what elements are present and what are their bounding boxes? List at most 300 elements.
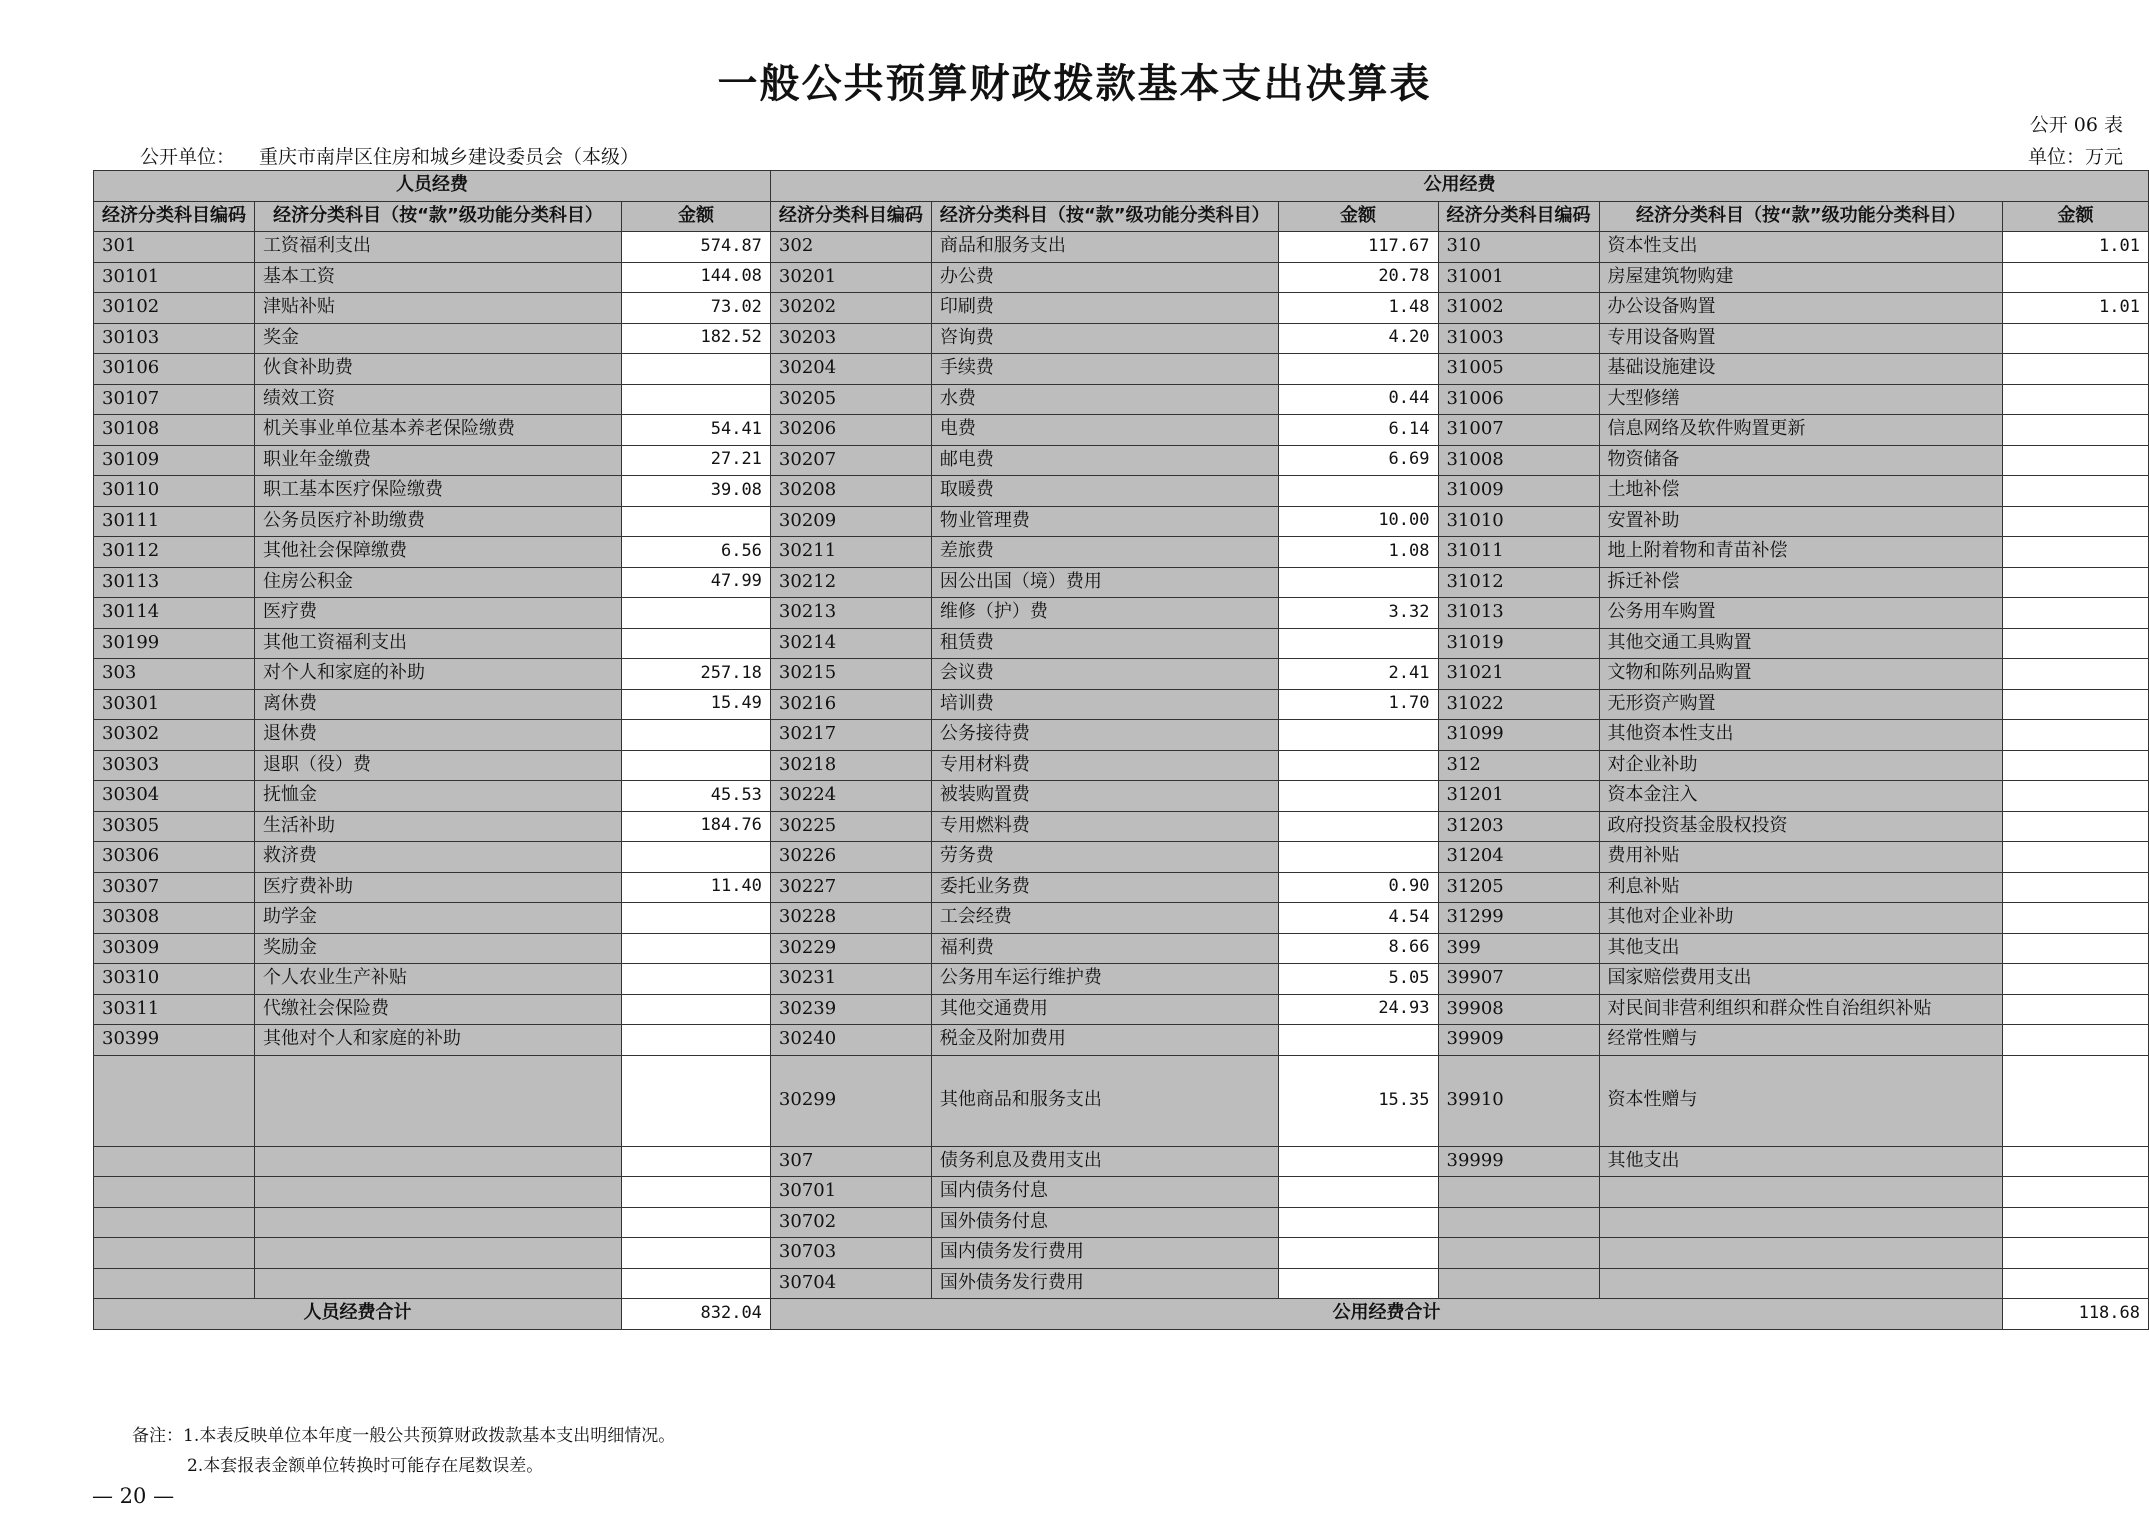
public-item-cell: 委托业务费	[931, 872, 1278, 903]
public-item-cell: 劳务费	[931, 842, 1278, 873]
name-header-right: 经济分类科目（按“款”级功能分类科目）	[1599, 201, 2003, 232]
capital-code-cell: 310	[1438, 232, 1599, 263]
personnel-amount-cell	[622, 1146, 771, 1177]
personnel-amount-cell: 39.08	[622, 476, 771, 507]
capital-code-cell	[1438, 1268, 1599, 1299]
table-row	[94, 445, 2149, 476]
capital-amount-cell	[2003, 506, 2149, 537]
public-item-cell: 国外债务付息	[931, 1207, 1278, 1238]
capital-item-cell	[1599, 1268, 2003, 1299]
public-item-cell: 福利费	[931, 933, 1278, 964]
public-item-cell: 差旅费	[931, 537, 1278, 568]
personnel-item-cell: 伙食补助费	[255, 354, 622, 385]
capital-item-cell	[1599, 1238, 2003, 1269]
capital-code-cell	[1438, 1207, 1599, 1238]
capital-amount-cell	[2003, 872, 2149, 903]
personnel-item-cell: 其他对个人和家庭的补助	[255, 1025, 622, 1056]
capital-amount-cell	[2003, 1177, 2149, 1208]
personnel-code-cell: 30110	[94, 476, 255, 507]
public-total-value: 118.68	[2003, 1299, 2149, 1330]
table-row	[94, 903, 2149, 934]
public-code-cell: 30207	[770, 445, 931, 476]
capital-code-cell: 39910	[1438, 1055, 1599, 1146]
table-row	[94, 567, 2149, 598]
personnel-amount-cell: 15.49	[622, 689, 771, 720]
capital-code-cell: 31205	[1438, 872, 1599, 903]
table-row	[94, 1207, 2149, 1238]
public-code-cell: 30214	[770, 628, 931, 659]
public-code-cell: 30704	[770, 1268, 931, 1299]
personnel-code-cell: 30304	[94, 781, 255, 812]
public-code-cell: 30224	[770, 781, 931, 812]
public-code-cell: 30240	[770, 1025, 931, 1056]
personnel-item-cell: 其他社会保障缴费	[255, 537, 622, 568]
public-code-cell: 30212	[770, 567, 931, 598]
code-header-mid: 经济分类科目编码	[770, 201, 931, 232]
public-item-cell: 办公费	[931, 262, 1278, 293]
capital-code-cell: 31299	[1438, 903, 1599, 934]
public-item-cell: 国内债务发行费用	[931, 1238, 1278, 1269]
capital-item-cell: 资本金注入	[1599, 781, 2003, 812]
personnel-code-cell: 30113	[94, 567, 255, 598]
public-item-cell: 被装购置费	[931, 781, 1278, 812]
personnel-total-value: 832.04	[622, 1299, 771, 1330]
reporting-unit	[140, 142, 663, 169]
personnel-item-cell	[255, 1055, 622, 1146]
capital-item-cell: 政府投资基金股权投资	[1599, 811, 2003, 842]
personnel-code-cell	[94, 1146, 255, 1177]
personnel-item-cell: 机关事业单位基本养老保险缴费	[255, 415, 622, 446]
table-row	[94, 1177, 2149, 1208]
personnel-item-cell: 代缴社会保险费	[255, 994, 622, 1025]
public-amount-cell: 2.41	[1278, 659, 1438, 690]
personnel-item-cell: 职工基本医疗保险缴费	[255, 476, 622, 507]
capital-code-cell: 31009	[1438, 476, 1599, 507]
capital-code-cell: 31203	[1438, 811, 1599, 842]
personnel-item-cell: 奖金	[255, 323, 622, 354]
capital-amount-cell: 1.01	[2003, 293, 2149, 324]
public-item-cell: 咨询费	[931, 323, 1278, 354]
money-unit: 单位：万元	[2027, 146, 2123, 168]
public-amount-cell	[1278, 781, 1438, 812]
personnel-amount-cell: 184.76	[622, 811, 771, 842]
capital-code-cell: 31008	[1438, 445, 1599, 476]
capital-amount-cell	[2003, 659, 2149, 690]
personnel-amount-cell	[622, 933, 771, 964]
capital-amount-cell	[2003, 903, 2149, 934]
personnel-amount-cell	[622, 720, 771, 751]
table-row	[94, 323, 2149, 354]
table-row	[94, 354, 2149, 385]
personnel-amount-cell: 257.18	[622, 659, 771, 690]
personnel-item-cell: 住房公积金	[255, 567, 622, 598]
capital-amount-cell	[2003, 750, 2149, 781]
capital-amount-cell: 1.01	[2003, 232, 2149, 263]
public-amount-cell: 5.05	[1278, 964, 1438, 995]
public-amount-cell	[1278, 354, 1438, 385]
personnel-amount-cell	[622, 354, 771, 385]
public-code-cell: 30213	[770, 598, 931, 629]
capital-item-cell: 大型修缮	[1599, 384, 2003, 415]
personnel-item-cell: 个人农业生产补贴	[255, 964, 622, 995]
table-row	[94, 293, 2149, 324]
capital-item-cell: 土地补偿	[1599, 476, 2003, 507]
public-code-cell: 307	[770, 1146, 931, 1177]
personnel-code-cell: 30305	[94, 811, 255, 842]
personnel-code-cell	[94, 1177, 255, 1208]
personnel-code-cell: 30111	[94, 506, 255, 537]
public-item-cell: 手续费	[931, 354, 1278, 385]
personnel-item-cell: 退职（役）费	[255, 750, 622, 781]
capital-item-cell: 公务用车购置	[1599, 598, 2003, 629]
public-item-cell: 公务接待费	[931, 720, 1278, 751]
personnel-item-cell: 离休费	[255, 689, 622, 720]
table-row	[94, 506, 2149, 537]
personnel-code-cell	[94, 1055, 255, 1146]
public-item-cell: 国内债务付息	[931, 1177, 1278, 1208]
capital-item-cell: 对企业补助	[1599, 750, 2003, 781]
public-code-cell: 30231	[770, 964, 931, 995]
personnel-amount-cell	[622, 994, 771, 1025]
capital-code-cell: 31012	[1438, 567, 1599, 598]
public-item-cell: 国外债务发行费用	[931, 1268, 1278, 1299]
personnel-code-cell: 30306	[94, 842, 255, 873]
personnel-code-cell: 303	[94, 659, 255, 690]
capital-item-cell: 其他对企业补助	[1599, 903, 2003, 934]
public-code-cell: 30239	[770, 994, 931, 1025]
personnel-amount-cell: 45.53	[622, 781, 771, 812]
table-row	[94, 232, 2149, 263]
personnel-amount-cell	[622, 506, 771, 537]
reporting-unit-label: 公开单位：	[140, 146, 236, 168]
public-amount-cell: 20.78	[1278, 262, 1438, 293]
public-code-cell: 30228	[770, 903, 931, 934]
public-code-cell: 30703	[770, 1238, 931, 1269]
capital-amount-cell	[2003, 415, 2149, 446]
capital-item-cell: 经常性赠与	[1599, 1025, 2003, 1056]
capital-amount-cell	[2003, 354, 2149, 385]
personnel-item-cell	[255, 1177, 622, 1208]
public-item-cell: 邮电费	[931, 445, 1278, 476]
public-item-cell: 其他交通费用	[931, 994, 1278, 1025]
personnel-amount-cell	[622, 1055, 771, 1146]
capital-item-cell	[1599, 1207, 2003, 1238]
capital-item-cell: 对民间非营利组织和群众性自治组织补贴	[1599, 994, 2003, 1025]
public-amount-cell: 8.66	[1278, 933, 1438, 964]
public-amount-cell: 117.67	[1278, 232, 1438, 263]
personnel-item-cell	[255, 1146, 622, 1177]
capital-code-cell: 31019	[1438, 628, 1599, 659]
capital-item-cell: 费用补贴	[1599, 842, 2003, 873]
public-code-cell: 30202	[770, 293, 931, 324]
public-amount-cell	[1278, 842, 1438, 873]
capital-code-cell: 31007	[1438, 415, 1599, 446]
capital-amount-cell	[2003, 1268, 2149, 1299]
personnel-item-cell: 基本工资	[255, 262, 622, 293]
table-row	[94, 1055, 2149, 1146]
table-row	[94, 811, 2149, 842]
capital-amount-cell	[2003, 323, 2149, 354]
personnel-amount-cell	[622, 628, 771, 659]
capital-code-cell: 312	[1438, 750, 1599, 781]
public-item-cell: 公务用车运行维护费	[931, 964, 1278, 995]
table-row	[94, 994, 2149, 1025]
personnel-item-cell: 生活补助	[255, 811, 622, 842]
table-row	[94, 750, 2149, 781]
capital-item-cell: 信息网络及软件购置更新	[1599, 415, 2003, 446]
public-item-cell: 税金及附加费用	[931, 1025, 1278, 1056]
public-code-cell: 302	[770, 232, 931, 263]
public-item-cell: 其他商品和服务支出	[931, 1055, 1278, 1146]
personnel-item-cell: 退休费	[255, 720, 622, 751]
amount-header-right: 金额	[2003, 201, 2149, 232]
table-row	[94, 598, 2149, 629]
amount-header-mid: 金额	[1278, 201, 1438, 232]
public-amount-cell: 3.32	[1278, 598, 1438, 629]
table-row	[94, 476, 2149, 507]
capital-amount-cell	[2003, 598, 2149, 629]
public-amount-cell	[1278, 750, 1438, 781]
public-amount-cell: 10.00	[1278, 506, 1438, 537]
public-code-cell: 30702	[770, 1207, 931, 1238]
capital-item-cell: 利息补贴	[1599, 872, 2003, 903]
capital-item-cell: 基础设施建设	[1599, 354, 2003, 385]
personnel-code-cell: 30112	[94, 537, 255, 568]
public-code-cell: 30226	[770, 842, 931, 873]
personnel-item-cell: 奖励金	[255, 933, 622, 964]
public-item-cell: 专用材料费	[931, 750, 1278, 781]
form-number: 公开 06 表	[2029, 114, 2123, 136]
personnel-amount-cell: 144.08	[622, 262, 771, 293]
public-amount-cell	[1278, 1177, 1438, 1208]
personnel-item-cell: 医疗费	[255, 598, 622, 629]
personnel-amount-cell: 73.02	[622, 293, 771, 324]
capital-amount-cell	[2003, 384, 2149, 415]
public-code-cell: 30299	[770, 1055, 931, 1146]
public-code-cell: 30215	[770, 659, 931, 690]
capital-code-cell: 31005	[1438, 354, 1599, 385]
personnel-code-cell: 30102	[94, 293, 255, 324]
personnel-item-cell: 津贴补贴	[255, 293, 622, 324]
capital-code-cell: 31022	[1438, 689, 1599, 720]
table-row	[94, 1146, 2149, 1177]
table-row	[94, 933, 2149, 964]
table-row	[94, 415, 2149, 446]
capital-code-cell: 39909	[1438, 1025, 1599, 1056]
personnel-amount-cell: 47.99	[622, 567, 771, 598]
table-row	[94, 628, 2149, 659]
personnel-amount-cell	[622, 384, 771, 415]
personnel-amount-cell	[622, 1238, 771, 1269]
table-row	[94, 964, 2149, 995]
public-amount-cell	[1278, 1025, 1438, 1056]
public-code-cell: 30206	[770, 415, 931, 446]
personnel-item-cell	[255, 1238, 622, 1269]
capital-code-cell: 31204	[1438, 842, 1599, 873]
table-row	[94, 872, 2149, 903]
capital-code-cell: 31001	[1438, 262, 1599, 293]
personnel-item-cell: 医疗费补助	[255, 872, 622, 903]
public-code-cell: 30208	[770, 476, 931, 507]
public-code-cell: 30216	[770, 689, 931, 720]
personnel-amount-cell	[622, 964, 771, 995]
public-amount-cell: 4.20	[1278, 323, 1438, 354]
table-row	[94, 1268, 2149, 1299]
personnel-total-label: 人员经费合计	[94, 1299, 622, 1330]
personnel-header: 人员经费	[94, 171, 771, 202]
capital-code-cell: 31006	[1438, 384, 1599, 415]
capital-amount-cell	[2003, 811, 2149, 842]
capital-code-cell: 31002	[1438, 293, 1599, 324]
public-code-cell: 30203	[770, 323, 931, 354]
capital-item-cell: 物资储备	[1599, 445, 2003, 476]
public-amount-cell: 0.44	[1278, 384, 1438, 415]
public-code-cell: 30225	[770, 811, 931, 842]
public-item-cell: 专用燃料费	[931, 811, 1278, 842]
public-code-cell: 30205	[770, 384, 931, 415]
public-code-cell: 30218	[770, 750, 931, 781]
personnel-amount-cell	[622, 1207, 771, 1238]
public-amount-cell	[1278, 811, 1438, 842]
capital-code-cell: 399	[1438, 933, 1599, 964]
public-amount-cell: 24.93	[1278, 994, 1438, 1025]
personnel-item-cell	[255, 1207, 622, 1238]
public-amount-cell	[1278, 628, 1438, 659]
personnel-code-cell: 30109	[94, 445, 255, 476]
public-code-cell: 30204	[770, 354, 931, 385]
public-code-cell: 30211	[770, 537, 931, 568]
capital-amount-cell	[2003, 689, 2149, 720]
capital-amount-cell	[2003, 445, 2149, 476]
public-amount-cell: 1.48	[1278, 293, 1438, 324]
public-amount-cell: 1.70	[1278, 689, 1438, 720]
personnel-amount-cell: 54.41	[622, 415, 771, 446]
capital-item-cell: 专用设备购置	[1599, 323, 2003, 354]
note-line-2: 2.本套报表金额单位转换时可能存在尾数误差。	[187, 1455, 544, 1476]
public-item-cell: 租赁费	[931, 628, 1278, 659]
personnel-amount-cell: 11.40	[622, 872, 771, 903]
table-row	[94, 537, 2149, 568]
capital-item-cell: 房屋建筑物购建	[1599, 262, 2003, 293]
totals-row	[94, 1299, 2149, 1330]
public-item-cell: 水费	[931, 384, 1278, 415]
personnel-item-cell: 抚恤金	[255, 781, 622, 812]
name-header-mid: 经济分类科目（按“款”级功能分类科目）	[931, 201, 1278, 232]
public-item-cell: 工会经费	[931, 903, 1278, 934]
personnel-amount-cell	[622, 842, 771, 873]
public-amount-cell	[1278, 1238, 1438, 1269]
personnel-code-cell: 30308	[94, 903, 255, 934]
personnel-item-cell: 救济费	[255, 842, 622, 873]
capital-amount-cell	[2003, 842, 2149, 873]
personnel-amount-cell: 574.87	[622, 232, 771, 263]
capital-item-cell	[1599, 1177, 2003, 1208]
capital-code-cell: 31010	[1438, 506, 1599, 537]
table-row	[94, 262, 2149, 293]
public-amount-cell	[1278, 1268, 1438, 1299]
public-code-cell: 30229	[770, 933, 931, 964]
name-header: 经济分类科目（按“款”级功能分类科目）	[255, 201, 622, 232]
table-row	[94, 659, 2149, 690]
public-amount-cell	[1278, 1146, 1438, 1177]
public-code-cell: 30227	[770, 872, 931, 903]
personnel-amount-cell	[622, 1025, 771, 1056]
personnel-item-cell: 职业年金缴费	[255, 445, 622, 476]
personnel-code-cell	[94, 1268, 255, 1299]
personnel-code-cell: 30302	[94, 720, 255, 751]
public-code-cell: 30217	[770, 720, 931, 751]
capital-amount-cell	[2003, 476, 2149, 507]
capital-code-cell: 31021	[1438, 659, 1599, 690]
personnel-code-cell: 30107	[94, 384, 255, 415]
public-amount-cell	[1278, 720, 1438, 751]
personnel-code-cell	[94, 1238, 255, 1269]
public-code-cell: 30209	[770, 506, 931, 537]
table-row	[94, 1238, 2149, 1269]
personnel-amount-cell: 6.56	[622, 537, 771, 568]
capital-code-cell: 31201	[1438, 781, 1599, 812]
public-item-cell: 因公出国（境）费用	[931, 567, 1278, 598]
personnel-amount-cell: 27.21	[622, 445, 771, 476]
capital-item-cell: 国家赔偿费用支出	[1599, 964, 2003, 995]
capital-item-cell: 其他交通工具购置	[1599, 628, 2003, 659]
capital-code-cell: 39908	[1438, 994, 1599, 1025]
public-item-cell: 会议费	[931, 659, 1278, 690]
capital-item-cell: 其他支出	[1599, 933, 2003, 964]
table-row	[94, 689, 2149, 720]
public-total-label: 公用经费合计	[770, 1299, 2002, 1330]
public-item-cell: 商品和服务支出	[931, 232, 1278, 263]
capital-item-cell: 资本性赠与	[1599, 1055, 2003, 1146]
personnel-code-cell: 301	[94, 232, 255, 263]
personnel-item-cell: 助学金	[255, 903, 622, 934]
personnel-amount-cell	[622, 1177, 771, 1208]
table-row	[94, 384, 2149, 415]
public-item-cell: 债务利息及费用支出	[931, 1146, 1278, 1177]
public-amount-cell: 6.14	[1278, 415, 1438, 446]
capital-code-cell	[1438, 1177, 1599, 1208]
public-item-cell: 培训费	[931, 689, 1278, 720]
capital-amount-cell	[2003, 537, 2149, 568]
public-amount-cell	[1278, 567, 1438, 598]
personnel-item-cell	[255, 1268, 622, 1299]
capital-amount-cell	[2003, 628, 2149, 659]
capital-amount-cell	[2003, 1238, 2149, 1269]
personnel-code-cell: 30101	[94, 262, 255, 293]
capital-amount-cell	[2003, 1207, 2149, 1238]
public-amount-cell: 0.90	[1278, 872, 1438, 903]
public-item-cell: 电费	[931, 415, 1278, 446]
capital-amount-cell	[2003, 994, 2149, 1025]
reporting-unit-value: 重庆市南岸区住房和城乡建设委员会（本级）	[259, 146, 640, 168]
public-amount-cell: 6.69	[1278, 445, 1438, 476]
notes	[132, 1422, 675, 1482]
capital-code-cell: 31011	[1438, 537, 1599, 568]
personnel-code-cell	[94, 1207, 255, 1238]
public-code-cell: 30701	[770, 1177, 931, 1208]
table-row	[94, 842, 2149, 873]
capital-code-cell	[1438, 1238, 1599, 1269]
personnel-code-cell: 30114	[94, 598, 255, 629]
page-title: 一般公共预算财政拨款基本支出决算表	[717, 61, 1432, 107]
public-amount-cell: 15.35	[1278, 1055, 1438, 1146]
capital-item-cell: 拆迁补偿	[1599, 567, 2003, 598]
capital-item-cell: 办公设备购置	[1599, 293, 2003, 324]
personnel-code-cell: 30307	[94, 872, 255, 903]
personnel-item-cell: 其他工资福利支出	[255, 628, 622, 659]
personnel-code-cell: 30108	[94, 415, 255, 446]
public-item-cell: 物业管理费	[931, 506, 1278, 537]
